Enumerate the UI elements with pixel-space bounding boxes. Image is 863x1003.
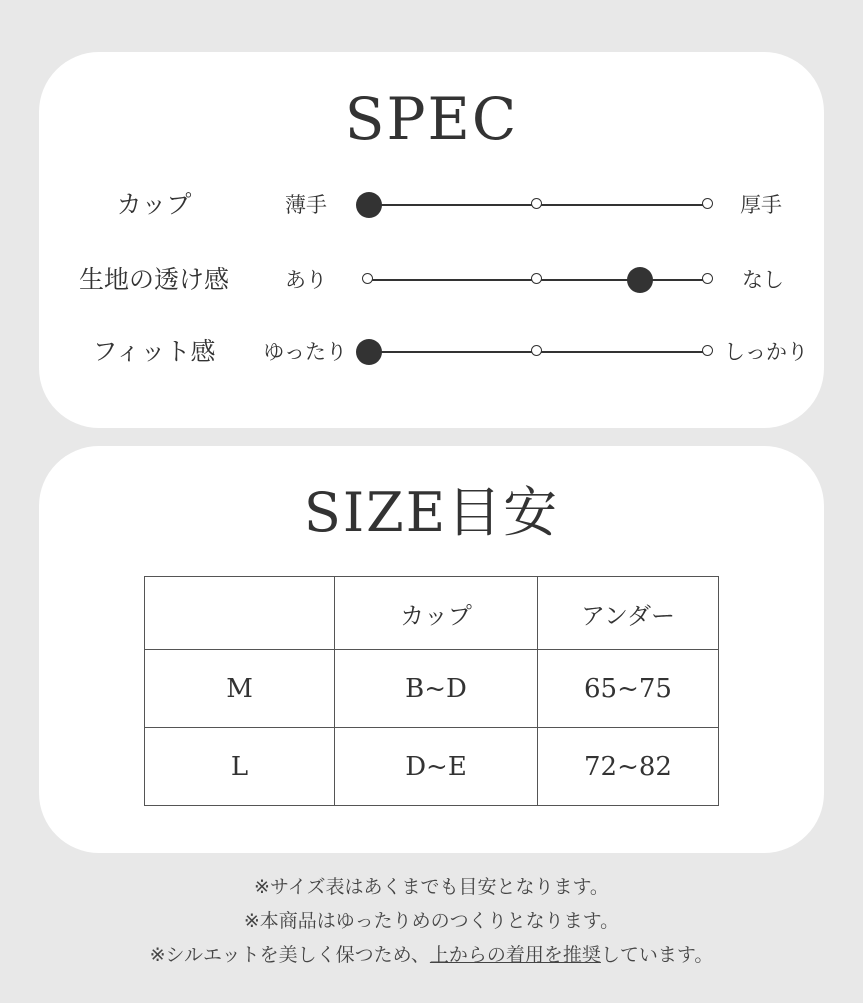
- scale-end-marker: [702, 273, 713, 284]
- scale-mid-marker: [531, 198, 542, 209]
- spec-row-right-label: しっかり: [724, 340, 808, 364]
- spec-card: [39, 52, 824, 428]
- spec-row-left-label: ゆったり: [263, 340, 347, 364]
- size-title: SIZE目安: [303, 481, 560, 544]
- spec-row-left-label: あり: [285, 268, 327, 292]
- table-header-cell: [145, 577, 335, 650]
- note-line: ※本商品はゆったりめのつくりとなります。: [243, 910, 620, 932]
- spec-row-sheerness: [39, 260, 824, 300]
- spec-row-label: フィット感: [92, 337, 216, 366]
- scale-end-marker: [702, 345, 713, 356]
- table-header-cell: アンダー: [538, 577, 719, 650]
- note-line: [0, 938, 863, 972]
- size-card: [39, 446, 824, 853]
- scale-mid-marker: [531, 345, 542, 356]
- scale-indicator: [356, 192, 382, 218]
- spec-row-left-label: 薄手: [285, 193, 327, 217]
- note-emphasis: 上からの着用を推奨: [429, 944, 601, 966]
- spec-row-cup: [39, 185, 824, 225]
- spec-title: SPEC: [344, 85, 519, 153]
- spec-row-fit: [39, 332, 824, 372]
- table-row: [145, 728, 719, 806]
- spec-row-right-label: なし: [742, 268, 784, 292]
- scale-indicator: [627, 267, 653, 293]
- table-row: [145, 650, 719, 728]
- table-cell-under: 65~75: [538, 650, 719, 728]
- table-cell-size: L: [145, 728, 335, 806]
- table-header-cell: カップ: [335, 577, 538, 650]
- scale-end-marker: [702, 198, 713, 209]
- notes: [0, 870, 863, 972]
- note-text: しています。: [600, 944, 714, 966]
- spec-row-label: カップ: [116, 190, 192, 219]
- size-table: [144, 576, 719, 806]
- note-text: ※シルエットを美しく保つため、: [149, 944, 430, 966]
- table-cell-cup: B~D: [335, 650, 538, 728]
- scale-indicator: [356, 339, 382, 365]
- table-cell-cup: D~E: [335, 728, 538, 806]
- table-cell-size: M: [145, 650, 335, 728]
- table-header-row: [145, 577, 719, 650]
- note-line: ※サイズ表はあくまでも目安となります。: [254, 876, 609, 898]
- spec-row-right-label: 厚手: [740, 193, 782, 217]
- table-cell-under: 72~82: [538, 728, 719, 806]
- scale-mid-marker: [531, 273, 542, 284]
- scale-start-marker: [362, 273, 373, 284]
- spec-row-label: 生地の透け感: [78, 265, 229, 294]
